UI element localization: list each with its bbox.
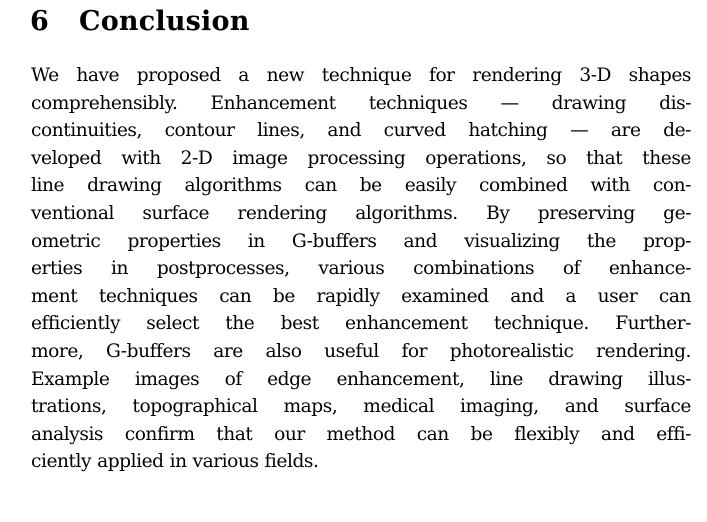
- paragraph-line: continuities, contour lines, and curved hatching — are de-: [31, 120, 691, 142]
- paragraph-line: trations, topographical maps, medical imaging, and surface: [31, 396, 691, 418]
- paragraph-line: Example images of edge enhancement, line drawing illus-: [31, 368, 691, 390]
- section-heading: [30, 2, 250, 42]
- section-title: Conclusion: [79, 6, 250, 37]
- paragraph-line: comprehensibly. Enhancement techniques — drawing dis-: [31, 92, 691, 114]
- paragraph-line: line drawing algorithms can be easily combined with con-: [31, 175, 691, 197]
- paragraph-line: We have proposed a new technique for rendering 3-D shapes: [31, 65, 691, 86]
- paragraph-line: more, G-buffers are also useful for photorealistic rendering.: [31, 340, 691, 362]
- paragraph-line: ment techniques can be rapidly examined and a user can: [31, 285, 691, 307]
- paragraph-line: ometric properties in G-buffers and visualizing the prop-: [31, 230, 691, 252]
- paragraph-line: efficiently select the best enhancement technique. Further-: [31, 313, 691, 335]
- section-number: 6: [30, 6, 49, 37]
- paragraph-line: ciently applied in various fields.: [31, 451, 319, 473]
- conclusion-paragraph: [31, 62, 691, 476]
- paragraph-line: analysis confirm that our method can be flexibly and effi-: [31, 423, 691, 445]
- paragraph-line: ventional surface rendering algorithms. By preserving ge-: [31, 202, 691, 224]
- paragraph-line: veloped with 2-D image processing operations, so that these: [31, 147, 691, 169]
- paragraph-line: erties in postprocesses, various combinations of enhance-: [31, 258, 691, 280]
